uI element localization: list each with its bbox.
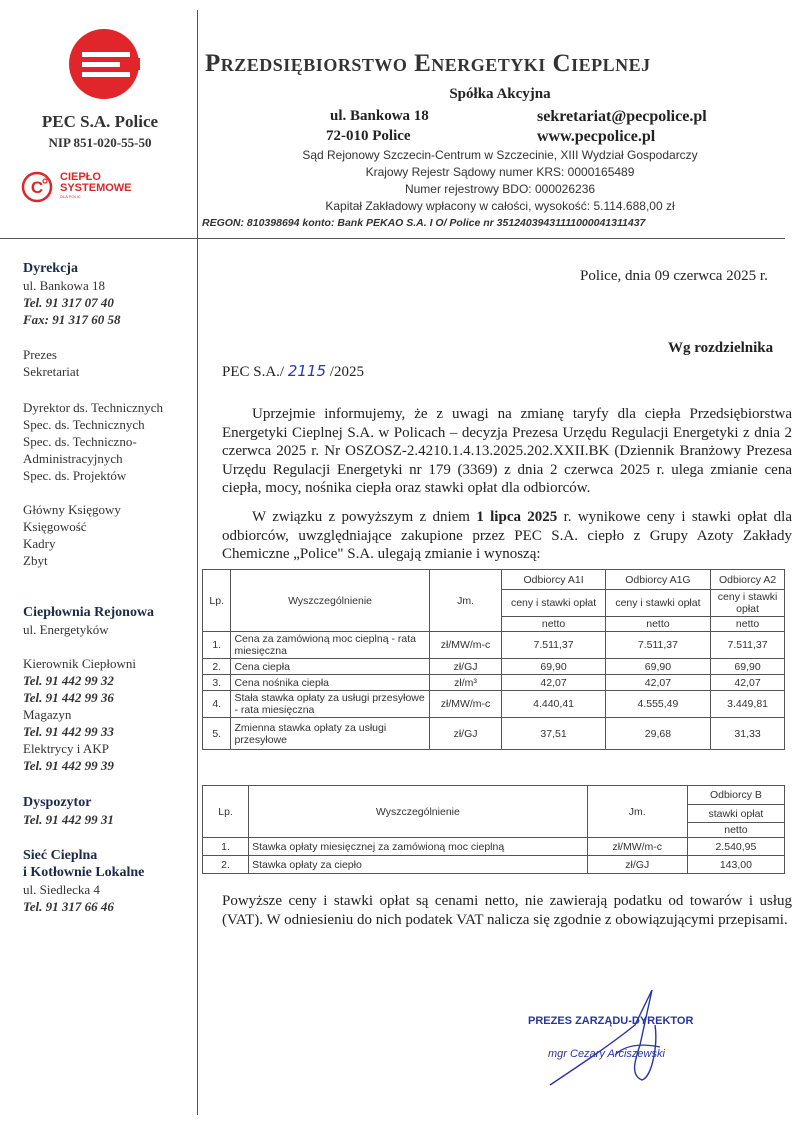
table-row (203, 659, 785, 675)
cell-a2: 3.449,81 (711, 691, 785, 718)
cell-a2: 69,90 (711, 659, 785, 675)
sekretariat: Sekretariat (23, 364, 80, 379)
siec-tel: Tel. 91 317 66 46 (23, 899, 114, 914)
spec-proj: Spec. ds. Projektów (23, 468, 127, 483)
cieplownia-addr: ul. Energetyków (23, 622, 109, 637)
dysp-tel: Tel. 91 442 99 31 (23, 812, 114, 827)
cieplownia-title: Ciepłownia Rejonowa (23, 605, 155, 620)
cell-a2: 31,33 (711, 718, 785, 750)
kier-tel2: Tel. 91 442 99 36 (23, 690, 114, 705)
company-subtitle: Spółka Akcyjna (449, 86, 551, 102)
street: ul. Bankowa 18 (330, 108, 429, 124)
table-row (203, 691, 785, 718)
elektrycy: Elektrycy i AKP (23, 741, 109, 756)
reference-number (222, 362, 364, 381)
t1-h-desc: Wyszczególnienie (231, 570, 429, 632)
t1-h-ag: Odbiorcy A1G (605, 570, 710, 590)
sidebar-tech (23, 399, 163, 484)
table-row (203, 675, 785, 691)
cell-desc: Cena nośnika ciepła (231, 675, 429, 691)
spec-tech-adm1: Spec. ds. Techniczno- (23, 434, 137, 449)
tariff-table-a (202, 569, 785, 750)
sidebar-dyrekcja (23, 260, 121, 328)
para2-b: r. wynikowe ceny i stawki opłat dla odbiorców, uwzględniające zakupione przez PEC S.A. ciepło z Grupy Azoty Zakłady Chemiczne „Police" S.A. ulegają zmianie i wynoszą: (222, 509, 792, 562)
cell-desc: Zmienna stawka opłaty za usługi przesyłowe (231, 718, 429, 750)
cell-desc: Stawka opłaty miesięcznej za zamówioną moc cieplną (249, 838, 588, 856)
siec-title1: Sieć Cieplna (23, 848, 98, 863)
sidebar-kierownik (23, 655, 136, 774)
cs-line2: SYSTEMOWE (60, 182, 132, 194)
el-tel: Tel. 91 442 99 39 (23, 758, 114, 773)
cs-line3: DLA POLIC (60, 194, 81, 199)
zbyt: Zbyt (23, 553, 48, 568)
cieplo-systemowe-logo (20, 170, 180, 206)
prezes: Prezes (23, 347, 57, 362)
table-row (203, 856, 785, 874)
t1-h-lp: Lp. (203, 570, 231, 632)
t2-h-net: netto (687, 823, 784, 838)
t1-h-unit: Jm. (429, 570, 502, 632)
signature-scribble-icon (540, 985, 690, 1095)
cell-desc: Cena ciepła (231, 659, 429, 675)
email: sekretariat@pecpolice.pl (537, 108, 707, 125)
cell-a1: 69,90 (502, 659, 605, 675)
paragraph-1: Uprzejmie informujemy, że z uwagi na zmianę taryfy dla ciepła Przedsiębiorstwa Energetyki Cieplnej S.A. w Policach – decyzja Prezesa Urzędu Regulacji Energetyki z dnia 2 czerwca 2025 r. Nr OSZOSZ-2.4210.1.4.13.2025.202.XXII.BK (Dziennik Branżowy Prezesa Urzędu Regulacji Energetyki nr 179 (3369) z dnia 2 czerwca 2025 r. ulega zmianie cena ciepła, mocy, nośnika ciepła oraz stawki opłat dla odbiorców. (222, 406, 792, 496)
cell-a1: 7.511,37 (502, 632, 605, 659)
cell-unit: zł/m³ (429, 675, 502, 691)
krs-line: Krajowy Rejestr Sądowy numer KRS: 0000165489 (365, 165, 635, 179)
cell-unit: zł/GJ (429, 659, 502, 675)
cell-ag: 42,07 (605, 675, 710, 691)
kier-tel1: Tel. 91 442 99 32 (23, 673, 114, 688)
court-line: Sąd Rejonowy Szczecin-Centrum w Szczecinie, XIII Wydział Gospodarczy (302, 148, 698, 162)
ref-prefix: PEC S.A./ (222, 364, 285, 380)
magazyn: Magazyn (23, 707, 72, 722)
table-row (203, 632, 785, 659)
city: 72-010 Police (326, 128, 411, 144)
svg-text:C: C (30, 178, 44, 197)
para2-date: 1 lipca 2025 (476, 509, 558, 525)
t2-h-unit: Jm. (587, 786, 687, 838)
nip: NIP 851-020-55-50 (48, 135, 152, 150)
siec-addr: ul. Siedlecka 4 (23, 882, 100, 897)
cell-lp: 3. (203, 675, 231, 691)
cell-lp: 1. (203, 838, 249, 856)
t2-h-sub: stawki opłat (687, 805, 784, 823)
t2-h-lp: Lp. (203, 786, 249, 838)
cell-b: 2.540,95 (687, 838, 784, 856)
dyrekcja-addr: ul. Bankowa 18 (23, 278, 105, 293)
company-name: Przedsiębiorstwo Energetyki Cieplnej (205, 50, 651, 77)
paragraph-3: Powyższe ceny i stawki opłat są cenami netto, nie zawierają podatku od towarów i usług (VAT). W odniesieniu do nich podatek VAT nalicza się zgodnie z obowiązującymi przepisami. (222, 893, 792, 928)
cell-desc: Stała stawka opłaty za usługi przesyłowe - rata miesięczna (231, 691, 429, 718)
capital-line: Kapitał Zakładowy wpłacony w całości, wysokość: 5.114.688,00 zł (325, 199, 675, 213)
t1-h-net: netto (502, 617, 605, 632)
para2-a: W związku z powyższym z dniem (252, 509, 477, 525)
t1-h-sub: ceny i stawki opłat (711, 590, 785, 617)
sidebar-prezes (23, 346, 79, 380)
siec-title2: i Kotłownie Lokalne (23, 865, 145, 880)
cell-ag: 7.511,37 (605, 632, 710, 659)
cell-desc: Stawka opłaty za ciepło (249, 856, 588, 874)
cell-ag: 69,90 (605, 659, 710, 675)
cell-a2: 7.511,37 (711, 632, 785, 659)
dyspozytor-title: Dyspozytor (23, 795, 92, 810)
cell-unit: zł/GJ (429, 718, 502, 750)
t1-h-a2: Odbiorcy A2 (711, 570, 785, 590)
t1-h-sub: ceny i stawki opłat (502, 590, 605, 617)
cell-lp: 2. (203, 856, 249, 874)
kierownik: Kierownik Ciepłowni (23, 656, 137, 671)
dyr-tech: Dyrektor ds. Technicznych (23, 400, 163, 415)
cell-unit: zł/MW/m-c (429, 691, 502, 718)
letter-date: Police, dnia 09 czerwca 2025 r. (580, 268, 768, 284)
t2-h-b: Odbiorcy B (687, 786, 784, 805)
cell-lp: 4. (203, 691, 231, 718)
pec-name: PEC S.A. Police (41, 112, 159, 131)
cell-unit: zł/GJ (587, 856, 687, 874)
t1-h-net: netto (605, 617, 710, 632)
ksiegowosc: Księgowość (23, 519, 87, 534)
spec-tech: Spec. ds. Technicznych (23, 417, 145, 432)
signature-name: mgr Cezary Arciszewski (548, 1048, 665, 1060)
table-row (203, 718, 785, 750)
t1-h-a1: Odbiorcy A1I (502, 570, 605, 590)
t2-h-desc: Wyszczególnienie (249, 786, 588, 838)
bdo-line: Numer rejestrowy BDO: 000026236 (404, 182, 596, 196)
dyrekcja-title: Dyrekcja (23, 261, 78, 276)
cell-a1: 4.440,41 (502, 691, 605, 718)
ref-handwritten-number: 2115 (287, 362, 327, 380)
cell-a2: 42,07 (711, 675, 785, 691)
cell-ag: 29,68 (605, 718, 710, 750)
recipient: Wg rozdzielnika (668, 340, 774, 356)
website: www.pecpolice.pl (537, 128, 656, 145)
ref-suffix: /2025 (329, 364, 364, 380)
sidebar-siec (23, 847, 144, 915)
cell-lp: 2. (203, 659, 231, 675)
cell-desc: Cena za zamówioną moc cieplną - rata miesięczna (231, 632, 429, 659)
header-divider (0, 238, 785, 239)
t1-h-net: netto (711, 617, 785, 632)
cell-unit: zł/MW/m-c (587, 838, 687, 856)
c-degree-icon (20, 170, 54, 204)
mag-tel: Tel. 91 442 99 33 (23, 724, 114, 739)
cell-lp: 5. (203, 718, 231, 750)
sidebar-cieplownia (23, 604, 154, 638)
vertical-divider (197, 10, 198, 1115)
cell-b: 143,00 (687, 856, 784, 874)
sidebar-finance (23, 501, 121, 569)
t1-h-sub: ceny i stawki opłat (605, 590, 710, 617)
cell-lp: 1. (203, 632, 231, 659)
spec-tech-adm2: Administracyjnych (23, 451, 123, 466)
pec-logo-icon (68, 28, 140, 100)
paragraph-2 (222, 508, 792, 564)
cell-a1: 37,51 (502, 718, 605, 750)
dyrekcja-tel: Tel. 91 317 07 40 (23, 295, 114, 310)
dyrekcja-fax: Fax: 91 317 60 58 (23, 312, 121, 327)
cell-ag: 4.555,49 (605, 691, 710, 718)
gl-ksiegowy: Główny Księgowy (23, 502, 121, 517)
cell-a1: 42,07 (502, 675, 605, 691)
table-row (203, 838, 785, 856)
signature-title: PREZES ZARZĄDU-DYREKTOR (528, 1015, 694, 1027)
kadry: Kadry (23, 536, 56, 551)
regon-line: REGON: 810398694 konto: Bank PEKAO S.A. I O/ Police nr 35124039431111000041311437 (202, 217, 646, 229)
cell-unit: zł/MW/m-c (429, 632, 502, 659)
tariff-table-b (202, 785, 785, 874)
cs-line1: CIEPŁO (60, 171, 101, 183)
sidebar-dyspozytor (23, 794, 114, 828)
